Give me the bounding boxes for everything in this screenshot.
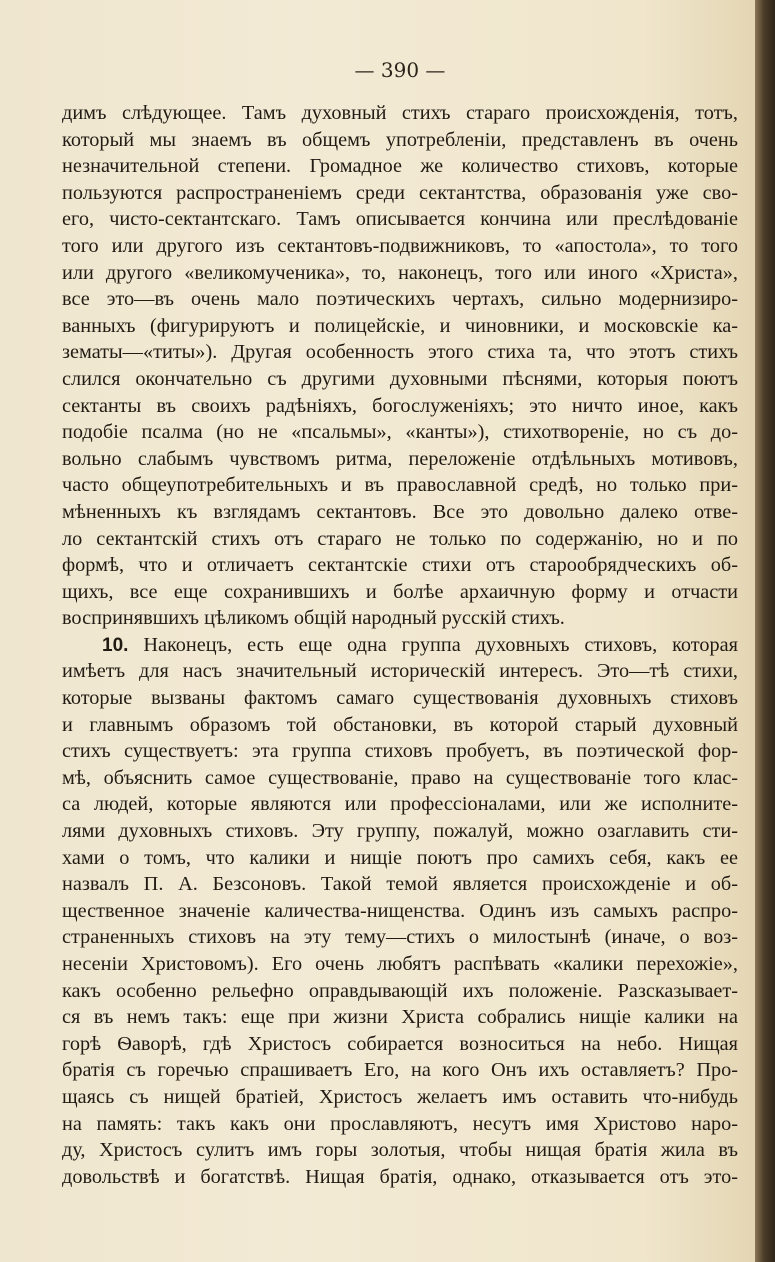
text-line: незначительной степени. Громадное же количество стиховъ, которые bbox=[62, 155, 738, 178]
text-line: воспринявшихъ цѣликомъ общій народный русскій стихъ. bbox=[62, 607, 565, 630]
text-line: страненныхъ стиховъ на эту тему—стихъ о милостынѣ (иначе, о воз- bbox=[62, 926, 738, 949]
text-line: щихъ, все еще сохранившихъ и болѣе архаичную форму и отчасти bbox=[62, 580, 738, 603]
paragraph-2 bbox=[62, 632, 738, 1190]
text-line: братія съ горечью спрашиваетъ Его, на кого Онъ ихъ оставляетъ? Про- bbox=[62, 1059, 738, 1082]
text-line: все это—въ очень мало поэтическихъ чертахъ, сильно модернизиро- bbox=[62, 288, 738, 311]
text-line: пользуются распространеніемъ среди сектантства, образованія уже сво- bbox=[62, 181, 738, 204]
text-line: горѣ Ѳаворѣ, гдѣ Христосъ собирается возноситься на небо. Нищая bbox=[62, 1032, 738, 1055]
text-line: сектанты въ своихъ радѣніяхъ, богослуженіяхъ; это ничто иное, какъ bbox=[62, 394, 738, 417]
text-line: щаясь съ нищей братіей, Христосъ желаетъ имъ оставить что-нибудь bbox=[62, 1085, 738, 1108]
body-text bbox=[62, 100, 738, 1190]
text-line: лями духовныхъ стиховъ. Эту группу, пожалуй, можно озаглавить сти- bbox=[62, 820, 738, 843]
text-line: и главнымъ образомъ той обстановки, въ которой старый духовный bbox=[62, 713, 738, 736]
text-line: которые вызваны фактомъ самаго существованія духовныхъ стиховъ bbox=[62, 687, 738, 710]
text-line: ду, Христосъ сулитъ имъ горы золотыя, чтобы нищая братія жила въ bbox=[62, 1139, 738, 1162]
text-line: вольно слабымъ чувствомъ ритма, переложеніе отдѣльныхъ мотивовъ, bbox=[62, 447, 738, 470]
text-line: назвалъ П. А. Безсоновъ. Такой темой является происхожденіе и об- bbox=[62, 873, 738, 896]
text-line: димъ слѣдующее. Тамъ духовный стихъ стараго происхожденія, тотъ, bbox=[62, 102, 738, 124]
text-line: хами о томъ, что калики и нищіе поютъ про самихъ себя, какъ ее bbox=[62, 846, 738, 869]
section-number: 10. bbox=[102, 634, 129, 656]
text-line: стихъ существуетъ: эта группа стиховъ пробуетъ, въ поэтической фор- bbox=[62, 740, 738, 763]
text-line: его, чисто-сектантскаго. Тамъ описывается кончина или преслѣдованіе bbox=[62, 208, 738, 231]
text-line: ло сектантскій стихъ отъ стараго не только по содержанію, но и по bbox=[62, 527, 738, 550]
text-line: слился окончательно съ другими духовными пѣснями, которыя поютъ bbox=[62, 367, 738, 390]
text-line: са людей, которые являются или профессіоналами, или же исполните- bbox=[62, 793, 738, 816]
text-line: на память: такъ какъ они прославляютъ, несутъ имя Христово наро- bbox=[62, 1112, 738, 1135]
paragraph-2-first-line: Наконецъ, есть еще одна группа духовныхъ стиховъ, которая bbox=[143, 633, 738, 656]
page-number: — 390 — bbox=[354, 58, 446, 82]
text-line: того или другого изъ сектантовъ-подвижниковъ, то «апостола», то того bbox=[62, 234, 738, 257]
text-line: или другого «великомученика», то, наконецъ, того или иного «Христа», bbox=[62, 261, 738, 284]
text-line: мѣненныхъ къ взглядамъ сектантовъ. Все это довольно далеко отве- bbox=[62, 500, 738, 523]
text-line: ся въ немъ такъ: еще при жизни Христа собрались нищіе калики на bbox=[62, 1006, 738, 1029]
text-line: щественное значеніе каличества-нищенства. Одинъ изъ самыхъ распро- bbox=[62, 899, 738, 922]
text-line: несеніи Христовомъ). Его очень любятъ распѣвать «калики перехожіе», bbox=[62, 953, 738, 975]
text-line: мѣ, объяснить самое существованіе, право на существованіе того клас- bbox=[62, 766, 738, 789]
text-line: часто общеупотребительныхъ и въ православной средѣ, но только при- bbox=[62, 474, 738, 497]
text-line: подобіе псалма (но не «псальмы», «канты»), стихотвореніе, но съ до- bbox=[62, 421, 738, 444]
text-line: довольствѣ и богатствѣ. Нищая братія, однако, отказывается отъ это- bbox=[62, 1165, 738, 1188]
paragraph-1 bbox=[62, 100, 738, 632]
text-line: ванныхъ (фигурируютъ и полицейскіе, и чиновники, и московскіе ка- bbox=[62, 314, 738, 337]
text-line: формѣ, что и отличаетъ сектантскіе стихи отъ старообрядческихъ об- bbox=[62, 554, 738, 577]
text-line: который мы знаемъ въ общемъ употребленіи, представленъ въ очень bbox=[62, 128, 738, 151]
text-line: какъ особенно рельефно оправдывающій ихъ положеніе. Разсказывает- bbox=[62, 979, 738, 1002]
text-line: имѣетъ для насъ значительный историческій интересъ. Это—тѣ стихи, bbox=[62, 660, 738, 683]
book-gutter-shadow bbox=[755, 0, 775, 1262]
text-line bbox=[62, 632, 738, 659]
text-line: зематы—«титы»). Другая особенность этого стиха та, что этотъ стихъ bbox=[62, 341, 738, 364]
